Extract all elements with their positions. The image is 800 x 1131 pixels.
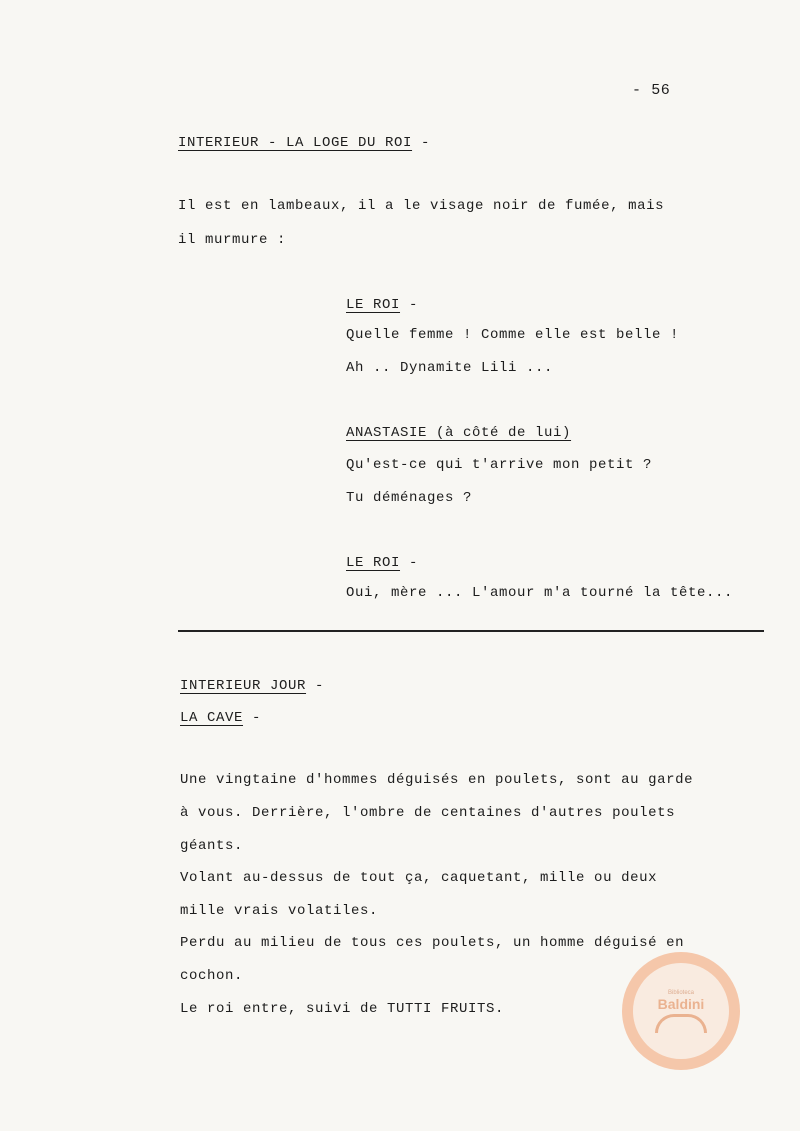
dialogue-line: Oui, mère ... L'amour m'a tourné la tête...	[346, 585, 734, 601]
action-line: cochon.	[180, 968, 244, 984]
stamp-top-text: Biblioteca	[667, 989, 694, 996]
scene-heading-cave	[180, 710, 261, 726]
page-number: - 56	[632, 82, 671, 99]
scene-heading-text: INTERIEUR - LA LOGE DU ROI	[178, 135, 413, 151]
scene-heading-text: INTERIEUR JOUR	[180, 678, 307, 694]
library-stamp-inner	[633, 963, 729, 1059]
character-name-text: ANASTASIE (à côté de lui)	[346, 425, 572, 441]
action-line: il murmure :	[178, 232, 287, 248]
action-line: Perdu au milieu de tous ces poulets, un homme déguisé en	[180, 935, 685, 951]
scene-divider	[178, 630, 764, 632]
dialogue-line: Tu déménages ?	[346, 490, 473, 506]
action-line: Une vingtaine d'hommes déguisés en poulets, sont au garde	[180, 772, 694, 788]
scene-heading-jour	[180, 678, 324, 694]
dialogue-line: Quelle femme ! Comme elle est belle !	[346, 327, 680, 343]
action-line: mille vrais volatiles.	[180, 903, 379, 919]
scene-heading-suffix: -	[243, 710, 262, 726]
dialogue-line: Ah .. Dynamite Lili ...	[346, 360, 554, 376]
stamp-name: Baldini	[657, 995, 705, 1012]
scene-heading-suffix: -	[306, 678, 325, 694]
scene-heading-loge	[178, 135, 430, 151]
library-stamp	[622, 952, 740, 1070]
character-name	[346, 297, 418, 313]
action-line: géants.	[180, 838, 244, 854]
dialogue-line: Qu'est-ce qui t'arrive mon petit ?	[346, 457, 653, 473]
scene-heading-text: LA CAVE	[180, 710, 244, 726]
book-icon	[655, 1014, 707, 1033]
character-name-suffix: -	[400, 555, 419, 571]
character-name-text: LE ROI	[346, 297, 401, 313]
action-line: Il est en lambeaux, il a le visage noir de fumée, mais	[178, 198, 665, 214]
action-line: Le roi entre, suivi de TUTTI FRUITS.	[180, 1001, 505, 1017]
character-name	[346, 555, 418, 571]
action-line: à vous. Derrière, l'ombre de centaines d'autres poulets	[180, 805, 676, 821]
character-name-text: LE ROI	[346, 555, 401, 571]
scene-heading-suffix: -	[412, 135, 431, 151]
character-name	[346, 425, 571, 441]
character-name-suffix: -	[400, 297, 419, 313]
action-line: Volant au-dessus de tout ça, caquetant, mille ou deux	[180, 870, 658, 886]
